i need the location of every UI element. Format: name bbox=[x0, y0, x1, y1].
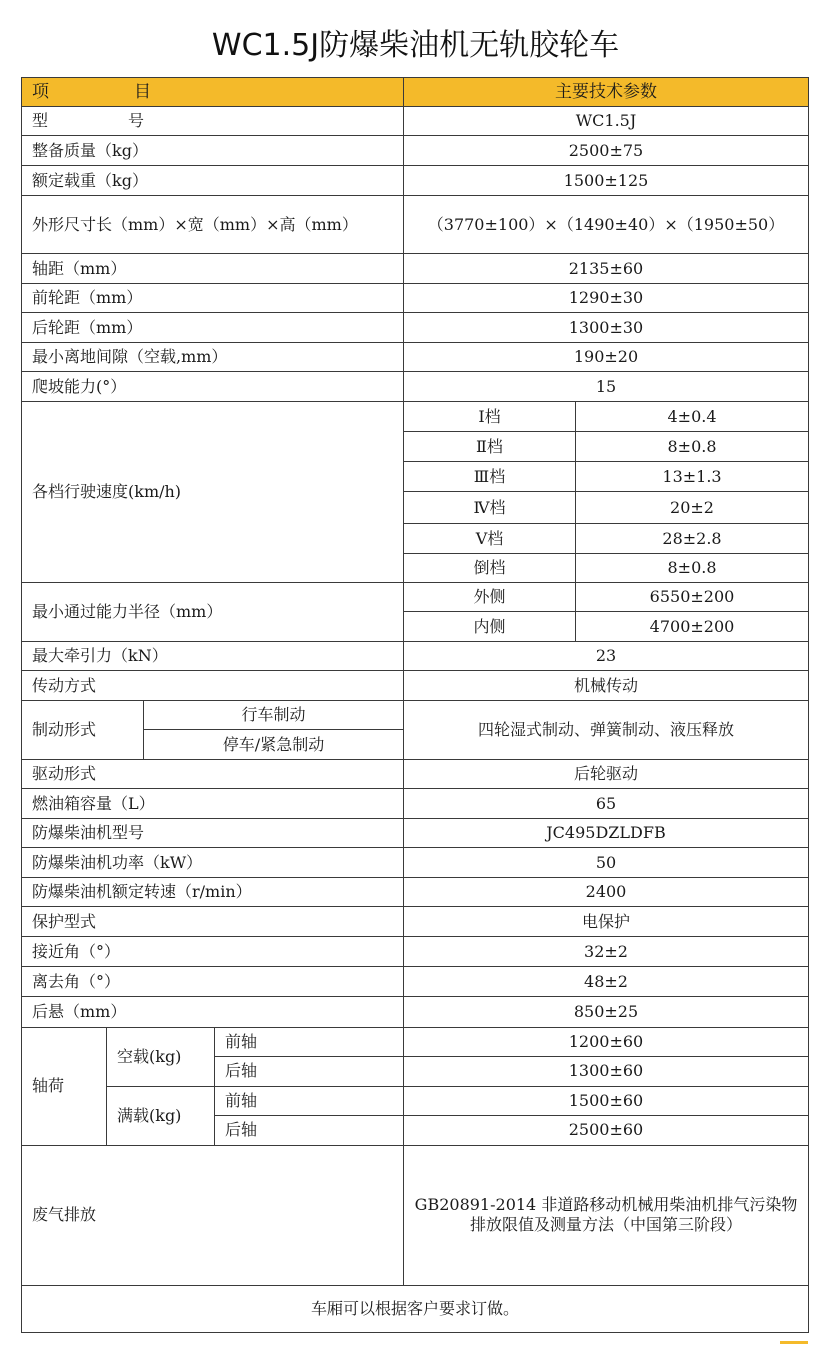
gear-value: 20±2 bbox=[576, 492, 809, 524]
gear-label: Ⅲ档 bbox=[404, 462, 576, 492]
row-value: 1300±30 bbox=[404, 313, 809, 343]
table-row bbox=[22, 701, 809, 730]
gear-value: 13±1.3 bbox=[576, 462, 809, 492]
row-value: 1290±30 bbox=[404, 284, 809, 313]
row-value: 50 bbox=[404, 848, 809, 878]
table-row bbox=[22, 1285, 809, 1332]
row-value: 2135±60 bbox=[404, 254, 809, 284]
row-label: 燃油箱容量（L） bbox=[22, 789, 404, 819]
row-label: 后悬（mm） bbox=[22, 997, 404, 1027]
row-label: 型 号 bbox=[22, 107, 404, 136]
row-value: 后轮驱动 bbox=[404, 760, 809, 789]
row-value: 1500±125 bbox=[404, 166, 809, 196]
table-row bbox=[22, 166, 809, 196]
row-value: 850±25 bbox=[404, 997, 809, 1027]
row-label: 轴距（mm） bbox=[22, 254, 404, 284]
table-row bbox=[22, 343, 809, 372]
axle-name: 前轴 bbox=[215, 1086, 404, 1115]
row-value: 65 bbox=[404, 789, 809, 819]
row-label: 轴荷 bbox=[22, 1027, 107, 1145]
row-label: 制动形式 bbox=[22, 701, 144, 760]
row-label: 接近角（°） bbox=[22, 937, 404, 967]
table-row bbox=[22, 997, 809, 1027]
row-value: 2500±60 bbox=[404, 1115, 809, 1145]
row-label: 离去角（°） bbox=[22, 967, 404, 997]
table-row bbox=[22, 819, 809, 848]
table-row bbox=[22, 671, 809, 701]
row-label: 前轮距（mm） bbox=[22, 284, 404, 313]
row-label: 防爆柴油机功率（kW） bbox=[22, 848, 404, 878]
row-value: 23 bbox=[404, 642, 809, 671]
gear-label: Ⅰ档 bbox=[404, 402, 576, 432]
row-label: 各档行驶速度(km/h) bbox=[22, 402, 404, 583]
table-row bbox=[22, 642, 809, 671]
radius-value: 4700±200 bbox=[576, 612, 809, 642]
row-value: WC1.5J bbox=[404, 107, 809, 136]
row-label: 爬坡能力(°） bbox=[22, 372, 404, 402]
table-row bbox=[22, 196, 809, 254]
gear-value: 8±0.8 bbox=[576, 432, 809, 462]
row-value: 电保护 bbox=[404, 907, 809, 937]
table-row bbox=[22, 313, 809, 343]
table-row bbox=[22, 136, 809, 166]
row-value: GB20891-2014 非道路移动机械用柴油机排气污染物排放限值及测量方法（中国第三阶段） bbox=[404, 1145, 809, 1285]
gear-value: 28±2.8 bbox=[576, 524, 809, 554]
brake-type: 行车制动 bbox=[144, 701, 404, 730]
gear-value: 8±0.8 bbox=[576, 554, 809, 583]
brake-type: 停车/紧急制动 bbox=[144, 730, 404, 760]
table-row bbox=[22, 1145, 809, 1285]
radius-value: 6550±200 bbox=[576, 583, 809, 612]
row-value: JC495DZLDFB bbox=[404, 819, 809, 848]
row-label: 保护型式 bbox=[22, 907, 404, 937]
table-row bbox=[22, 760, 809, 789]
row-value: 2400 bbox=[404, 878, 809, 907]
row-label: 外形尺寸长（mm）×宽（mm）×高（mm） bbox=[22, 196, 404, 254]
row-label: 最小离地间隙（空载,mm） bbox=[22, 343, 404, 372]
table-row bbox=[22, 967, 809, 997]
spec-table bbox=[21, 77, 809, 1333]
table-row bbox=[22, 583, 809, 612]
axle-name: 前轴 bbox=[215, 1027, 404, 1056]
row-value: 四轮湿式制动、弹簧制动、液压释放 bbox=[404, 701, 809, 760]
row-value: 2500±75 bbox=[404, 136, 809, 166]
row-value: 1300±60 bbox=[404, 1056, 809, 1086]
table-row bbox=[22, 254, 809, 284]
table-row bbox=[22, 789, 809, 819]
table-header-row bbox=[22, 78, 809, 107]
table-row bbox=[22, 1027, 809, 1056]
row-label: 整备质量（kg） bbox=[22, 136, 404, 166]
radius-side: 内侧 bbox=[404, 612, 576, 642]
axle-name: 后轴 bbox=[215, 1115, 404, 1145]
decorative-bar bbox=[780, 1341, 808, 1344]
header-param: 主要技术参数 bbox=[404, 78, 809, 107]
row-value: （3770±100）×（1490±40）×（1950±50） bbox=[404, 196, 809, 254]
radius-side: 外侧 bbox=[404, 583, 576, 612]
row-label: 防爆柴油机额定转速（r/min） bbox=[22, 878, 404, 907]
table-row bbox=[22, 937, 809, 967]
table-row bbox=[22, 878, 809, 907]
row-label: 额定载重（kg） bbox=[22, 166, 404, 196]
row-label: 后轮距（mm） bbox=[22, 313, 404, 343]
row-label: 防爆柴油机型号 bbox=[22, 819, 404, 848]
axle-load-state: 满载(kg) bbox=[107, 1086, 215, 1145]
gear-label: Ⅴ档 bbox=[404, 524, 576, 554]
axle-name: 后轴 bbox=[215, 1056, 404, 1086]
row-value: 32±2 bbox=[404, 937, 809, 967]
header-item: 项 目 bbox=[22, 78, 404, 107]
gear-value: 4±0.4 bbox=[576, 402, 809, 432]
axle-load-state: 空载(kg) bbox=[107, 1027, 215, 1086]
row-value: 1500±60 bbox=[404, 1086, 809, 1115]
table-row bbox=[22, 372, 809, 402]
table-row bbox=[22, 402, 809, 432]
row-value: 机械传动 bbox=[404, 671, 809, 701]
footer-note: 车厢可以根据客户要求订做。 bbox=[22, 1285, 809, 1332]
gear-label: Ⅱ档 bbox=[404, 432, 576, 462]
page-title: WC1.5J防爆柴油机无轨胶轮车 bbox=[211, 28, 620, 63]
gear-label: Ⅳ档 bbox=[404, 492, 576, 524]
table-row bbox=[22, 1086, 809, 1115]
row-label: 废气排放 bbox=[22, 1145, 404, 1285]
row-value: 15 bbox=[404, 372, 809, 402]
row-value: 190±20 bbox=[404, 343, 809, 372]
row-label: 驱动形式 bbox=[22, 760, 404, 789]
table-row bbox=[22, 284, 809, 313]
row-label: 最大牵引力（kN） bbox=[22, 642, 404, 671]
row-value: 48±2 bbox=[404, 967, 809, 997]
table-row bbox=[22, 107, 809, 136]
row-value: 1200±60 bbox=[404, 1027, 809, 1056]
table-row bbox=[22, 848, 809, 878]
gear-label: 倒档 bbox=[404, 554, 576, 583]
row-label: 传动方式 bbox=[22, 671, 404, 701]
table-row bbox=[22, 907, 809, 937]
row-label: 最小通过能力半径（mm） bbox=[22, 583, 404, 642]
